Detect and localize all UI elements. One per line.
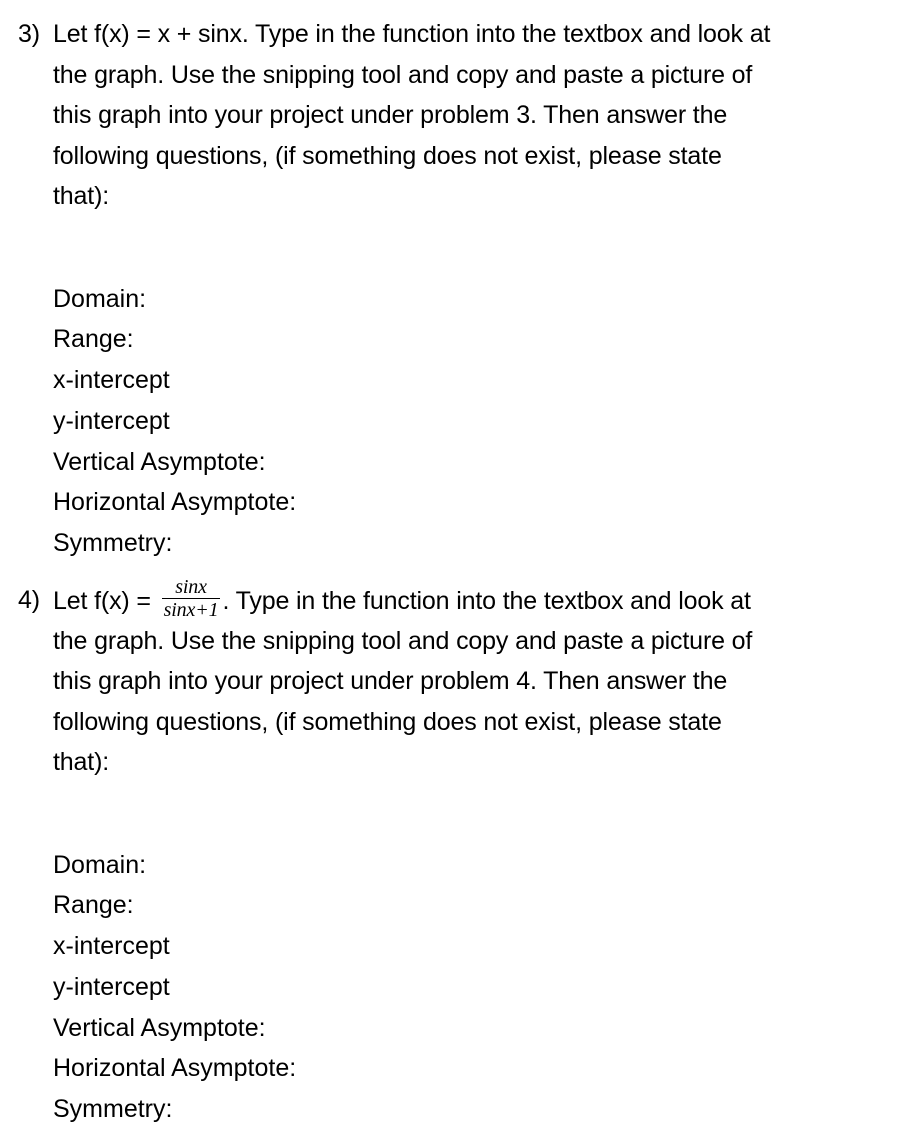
prompt-line: that): [53,748,110,776]
question-horizontal-asymptote: Horizontal Asymptote: [53,1054,297,1083]
question-symmetry: Symmetry: [53,1095,173,1124]
question-symmetry: Symmetry: [53,529,173,558]
prompt-line: this graph into your project under problem 4. Then answer the [53,667,728,695]
question-y-intercept: y-intercept [53,406,170,435]
fraction-numerator: sinx [162,576,221,599]
problem-number: 4) [18,586,40,614]
prompt-line: that): [53,182,110,210]
question-range: Range: [53,891,134,920]
question-x-intercept: x-intercept [53,932,170,961]
prompt-line [53,576,898,621]
fraction-expression [162,576,221,621]
question-x-intercept: x-intercept [53,366,170,395]
prompt-line: following questions, (if something does not exist, please state [53,141,722,170]
question-domain: Domain: [53,284,147,313]
problem-3-question-list [18,279,898,565]
problem-4 [18,576,898,1130]
problem-3 [18,14,898,564]
question-horizontal-asymptote: Horizontal Asymptote: [53,488,297,517]
prompt-line: the graph. Use the snipping tool and copy and paste a picture of [53,626,753,655]
problem-number: 3) [18,20,40,48]
prompt-line: following questions, (if something does not exist, please state [53,707,722,736]
prompt-text-after-fraction: . Type in the function into the textbox and look at [222,587,751,616]
prompt-text-before-fraction: Let f(x) = [53,587,158,616]
question-domain: Domain: [53,850,147,879]
problem-3-prompt [18,14,898,217]
problem-4-prompt [18,576,898,783]
prompt-line: Let f(x) = x + sinx. Type in the function into the textbox and look at [53,20,771,48]
prompt-line: the graph. Use the snipping tool and copy and paste a picture of [53,60,753,89]
question-range: Range: [53,325,134,354]
question-vertical-asymptote: Vertical Asymptote: [53,1013,266,1042]
question-vertical-asymptote: Vertical Asymptote: [53,447,266,476]
fraction-denominator: sinx+1 [163,599,219,621]
problem-4-question-list [18,845,898,1131]
prompt-line: this graph into your project under problem 3. Then answer the [53,101,728,129]
question-y-intercept: y-intercept [53,972,170,1001]
